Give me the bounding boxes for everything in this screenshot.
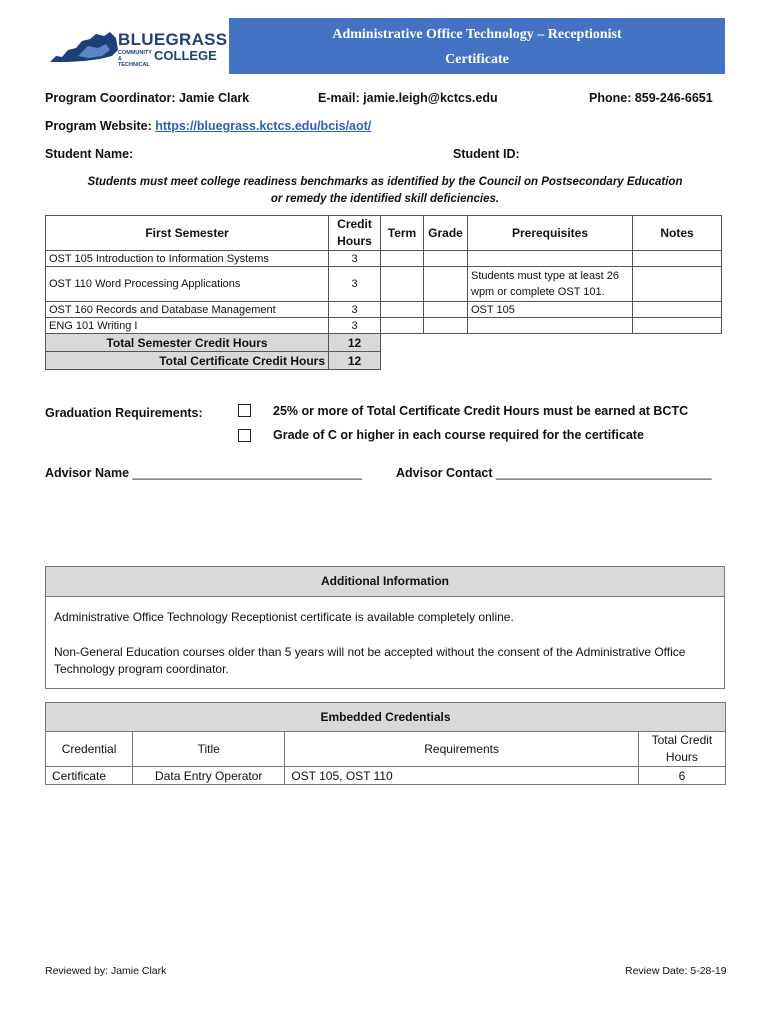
course-name: OST 105 Introduction to Information Systems xyxy=(46,251,329,267)
program-website-label: Program Website: xyxy=(45,119,152,133)
credential-title: Data Entry Operator xyxy=(133,767,285,785)
course-prereq-line2: wpm or complete OST 101. xyxy=(471,286,605,298)
advisor-contact-row xyxy=(396,466,712,480)
requirement-1-checkbox[interactable] xyxy=(238,404,251,417)
advisor-name-blank[interactable]: _________________________________ xyxy=(132,466,362,480)
readiness-notice-line2: or remedy the identified skill deficiencies. xyxy=(270,193,500,205)
course-hours: 3 xyxy=(329,267,381,302)
course-prereq-line1: Students must type at least 26 xyxy=(471,270,619,282)
course-term[interactable] xyxy=(381,318,424,334)
course-grade[interactable] xyxy=(424,251,468,267)
total-semester-row xyxy=(46,334,722,352)
requirement-1-text: 25% or more of Total Certificate Credit Hours must be earned at BCTC xyxy=(273,404,689,418)
requirement-2-text: Grade of C or higher in each course required for the certificate xyxy=(273,428,644,442)
logo-name: BLUEGRASS xyxy=(118,30,228,49)
course-hours: 3 xyxy=(329,302,381,318)
credential-hours: 6 xyxy=(638,767,725,785)
course-notes[interactable] xyxy=(633,267,722,302)
additional-information-box xyxy=(45,566,725,689)
course-hours: 3 xyxy=(329,318,381,334)
header-first-semester: First Semester xyxy=(46,216,329,251)
course-term[interactable] xyxy=(381,251,424,267)
header-notes: Notes xyxy=(633,216,722,251)
course-grade[interactable] xyxy=(424,318,468,334)
readiness-notice xyxy=(60,174,710,208)
additional-information-heading: Additional Information xyxy=(46,567,724,597)
credentials-heading-row xyxy=(46,703,726,732)
total-certificate-value: 12 xyxy=(329,352,381,370)
col-total-hours-line2: Hours xyxy=(665,750,698,764)
coordinator-phone: Phone: 859-246-6651 xyxy=(589,91,713,105)
header-credit-line1: Credit xyxy=(337,217,372,231)
course-table-header xyxy=(46,216,722,251)
advisor-name-label: Advisor Name xyxy=(45,466,130,480)
course-name: OST 110 Word Processing Applications xyxy=(46,267,329,302)
col-title: Title xyxy=(133,732,285,767)
requirement-2-checkbox[interactable] xyxy=(238,429,251,442)
course-row xyxy=(46,251,722,267)
course-term[interactable] xyxy=(381,302,424,318)
reviewed-by: Reviewed by: Jamie Clark xyxy=(45,965,167,977)
student-id-label: Student ID: xyxy=(453,147,520,161)
readiness-notice-line1: Students must meet college readiness benchmarks as identified by the Council on Postsecondary Education xyxy=(87,176,683,188)
course-grade[interactable] xyxy=(424,267,468,302)
credential-type: Certificate xyxy=(46,767,133,785)
total-semester-value: 12 xyxy=(329,334,381,352)
logo-college: COLLEGE xyxy=(154,48,217,63)
course-prereq xyxy=(468,267,633,302)
course-table xyxy=(45,215,722,370)
course-name: OST 160 Records and Database Management xyxy=(46,302,329,318)
program-title-line2: Certificate xyxy=(445,52,509,67)
course-notes[interactable] xyxy=(633,318,722,334)
graduation-requirements-label: Graduation Requirements: xyxy=(45,406,203,420)
total-semester-label: Total Semester Credit Hours xyxy=(46,334,329,352)
credential-row xyxy=(46,767,726,785)
total-certificate-label: Total Certificate Credit Hours xyxy=(46,352,329,370)
credentials-heading: Embedded Credentials xyxy=(46,703,726,732)
program-title-banner xyxy=(229,18,725,74)
course-row xyxy=(46,267,722,302)
additional-info-paragraph: Administrative Office Technology Receptionist certificate is available completely online. xyxy=(54,610,514,624)
course-row xyxy=(46,318,722,334)
course-prereq xyxy=(468,251,633,267)
header-grade: Grade xyxy=(424,216,468,251)
course-row xyxy=(46,302,722,318)
course-prereq: OST 105 xyxy=(468,302,633,318)
additional-information-body xyxy=(46,597,724,688)
total-certificate-row xyxy=(46,352,722,370)
program-website-link[interactable]: https://bluegrass.kctcs.edu/bcis/aot/ xyxy=(155,119,372,133)
col-credential: Credential xyxy=(46,732,133,767)
additional-info-paragraph: Non-General Education courses older than 5 years will not be accepted without the consent of the Administrative Office Technology program coordinator. xyxy=(54,645,686,676)
header-credit-hours xyxy=(329,216,381,251)
coordinator-email: E-mail: jamie.leigh@kctcs.edu xyxy=(318,91,498,105)
course-name: ENG 101 Writing I xyxy=(46,318,329,334)
empty-cell xyxy=(381,334,722,352)
program-coordinator: Program Coordinator: Jamie Clark xyxy=(45,91,250,105)
program-title-line1: Administrative Office Technology – Receptionist xyxy=(332,27,622,42)
advisor-contact-blank[interactable]: _______________________________ xyxy=(496,466,712,480)
header-term: Term xyxy=(381,216,424,251)
header-credit-line2: Hours xyxy=(337,234,372,248)
college-logo xyxy=(48,26,228,68)
empty-cell xyxy=(381,352,722,370)
program-website-row xyxy=(45,119,371,133)
course-grade[interactable] xyxy=(424,302,468,318)
credentials-column-headers xyxy=(46,732,726,767)
header-prerequisites: Prerequisites xyxy=(468,216,633,251)
col-requirements: Requirements xyxy=(285,732,639,767)
course-prereq xyxy=(468,318,633,334)
col-total-hours xyxy=(638,732,725,767)
advisor-name-row xyxy=(45,466,362,480)
student-name-label: Student Name: xyxy=(45,147,134,161)
logo-sub: COMMUNITY & TECHNICAL xyxy=(118,50,152,68)
col-total-hours-line1: Total Credit xyxy=(651,733,713,747)
course-notes[interactable] xyxy=(633,302,722,318)
embedded-credentials-table xyxy=(45,702,726,785)
credential-requirements: OST 105, OST 110 xyxy=(285,767,639,785)
course-notes[interactable] xyxy=(633,251,722,267)
course-term[interactable] xyxy=(381,267,424,302)
review-date: Review Date: 5-28-19 xyxy=(625,965,727,977)
advisor-contact-label: Advisor Contact xyxy=(396,466,493,480)
course-hours: 3 xyxy=(329,251,381,267)
